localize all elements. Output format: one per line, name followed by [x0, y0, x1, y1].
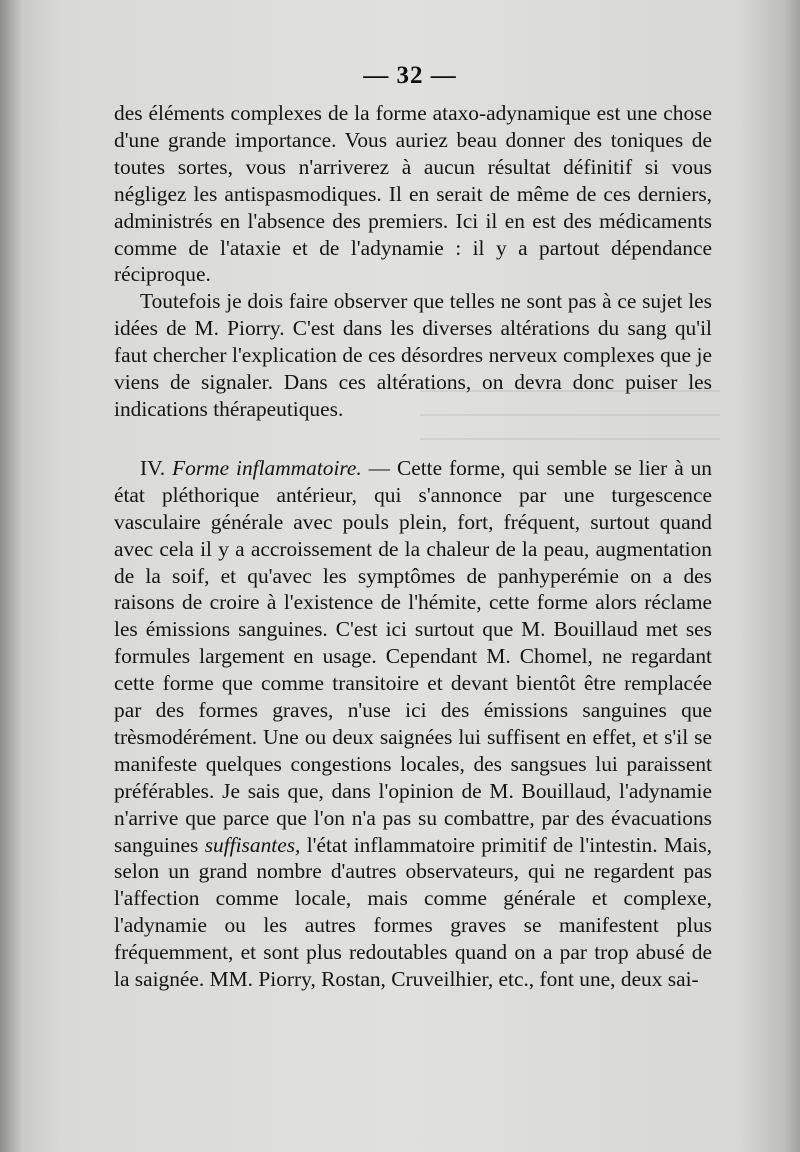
paragraph-body-b: l'état inflammatoire primitif de l'intestin. Mais, selon un grand nombre d'autres observateurs, qui ne regardent pas l'affection comme locale, mais comme générale et complexe, l'adynamie ou les autres formes graves se manifestent plus fréquemment, et sont plus redoutables quand on a par trop abusé de la saignée. MM. Piorry, Rostan, Cruveilhier, etc., font une, deux sai-	[114, 832, 712, 992]
emphasis-text: suffisantes,	[204, 832, 301, 857]
section-numeral: IV.	[140, 455, 166, 480]
page-number: — 32 —	[363, 62, 457, 89]
paragraph-piorry: Toutefois je dois faire observer que telles ne sont pas à ce sujet les idées de M. Piorry. C'est dans les diverses altérations du sang qu'il faut chercher l'explication de ces désordres nerveux complexes que je viens de signaler. Dans ces altérations, on devra donc puiser les indications thérapeutiques.	[114, 289, 712, 421]
body-text	[114, 100, 712, 993]
paragraph-continuation: des éléments complexes de la forme ataxo-adynamique est une chose d'une grande importance. Vous auriez beau donner des toniques de toutes sortes, vous n'arriverez à aucun résultat définitif si vous négligez les antispasmodiques. Il en serait de même de ces derniers, administrés en l'absence des premiers. Ici il en est des médicaments comme de l'ataxie et de l'adynamie : il y a partout dépendance réciproque.	[114, 101, 712, 287]
paragraph-body-a: — Cette forme, qui semble se lier à un état pléthorique antérieur, qui s'annonce par une turgescence vasculaire générale avec pouls plein, fort, fréquent, surtout quand avec cela il y a accroissement de la chaleur de la peau, augmentation de la soif, et qu'avec les symptômes de panhyperémie on a des raisons de croire à l'existence de l'hémite, cette forme alors réclame les émissions sanguines. C'est ici surtout que M. Bouillaud met ses formules largement en usage. Cependant M. Chomel, ne regardant cette forme que comme transitoire et devant bientôt être remplacée par des formes graves, n'use ici des émissions sanguines que trèsmodérément. Une ou deux saignées lui suffisent en effet, et s'il se manifeste quelques congestions locales, des sangsues lui paraissent préférables. Je sais que, dans l'opinion de M. Bouillaud, l'adynamie n'arrive que parce que l'on n'a pas su combattre, par des évacuations sanguines	[114, 455, 712, 857]
section-heading: Forme inflammatoire.	[172, 455, 362, 480]
paragraph-inflammatory-form	[114, 455, 712, 993]
